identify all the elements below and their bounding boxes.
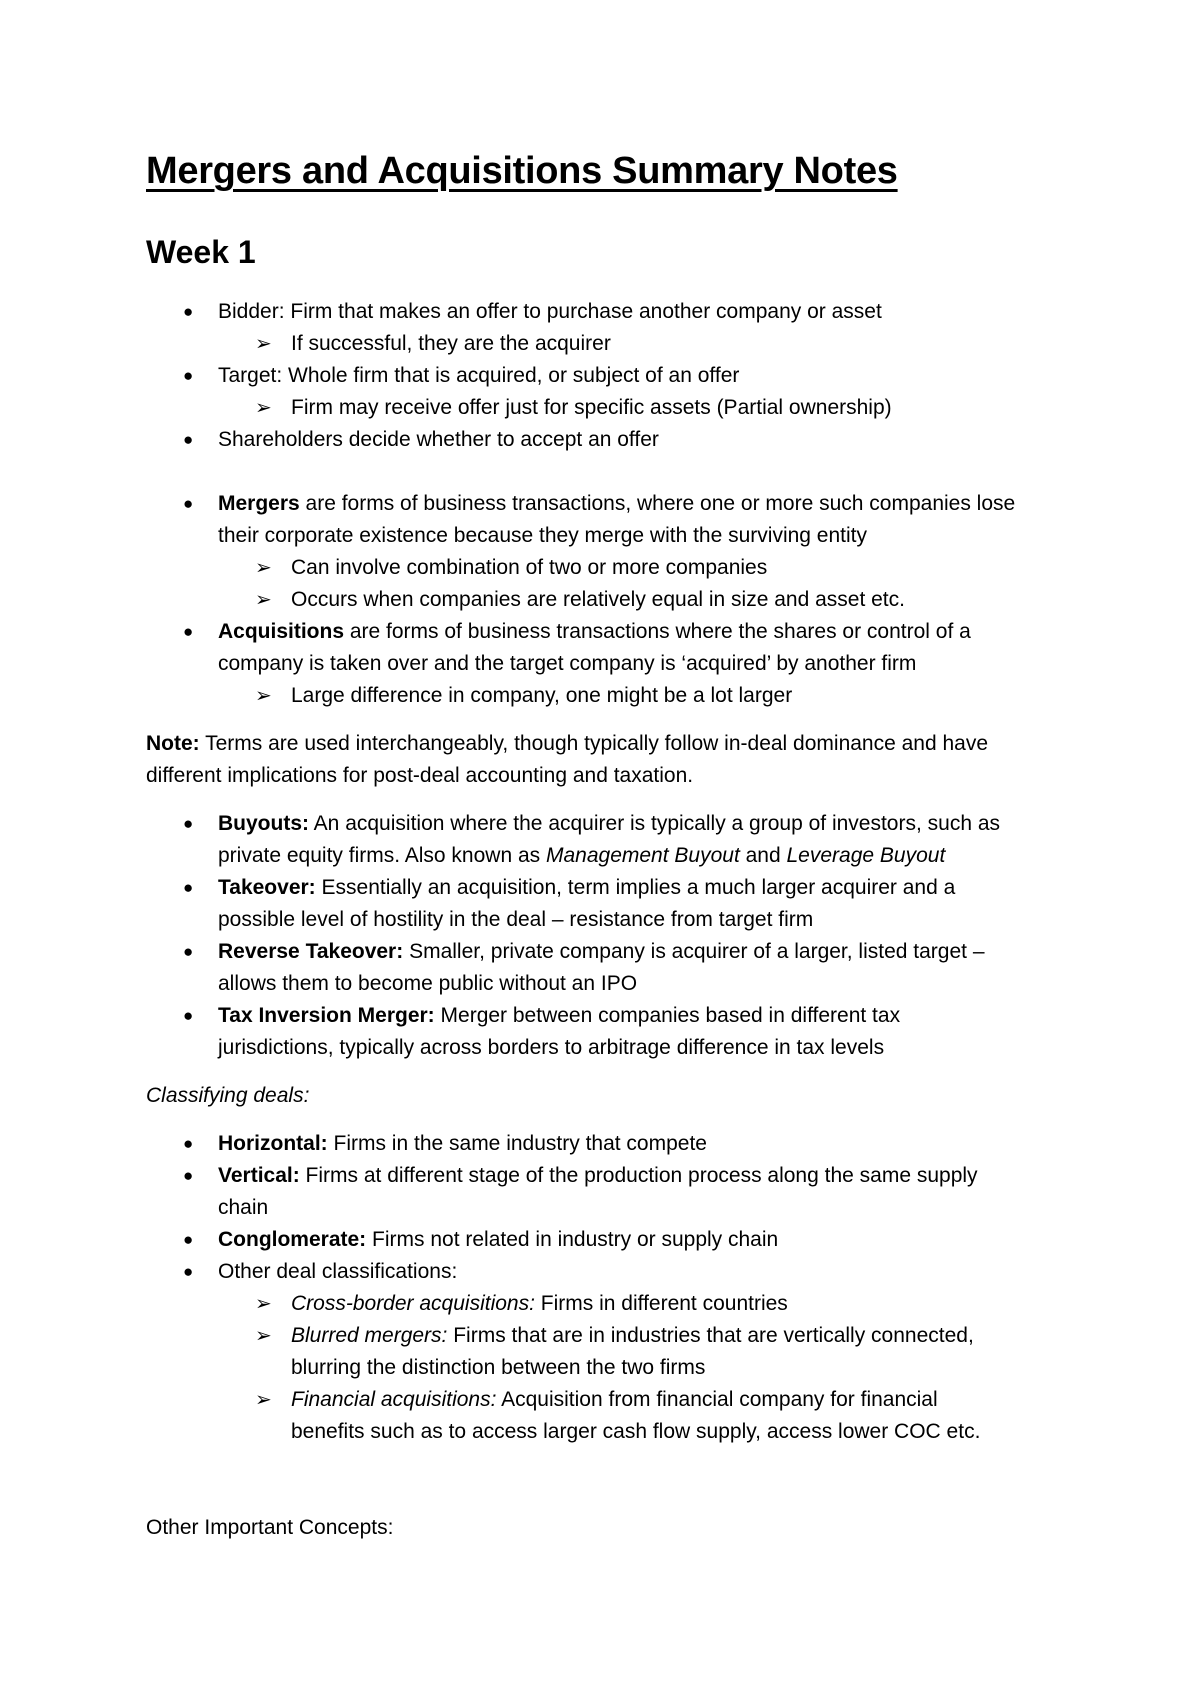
bullet-icon: ● [183,814,194,833]
term-acquisitions: Acquisitions [218,620,345,643]
text: Terms are used interchangeably, though typically follow in-deal dominance and have [199,732,989,755]
text: Acquisition from financial company for financial [496,1388,938,1411]
list-item-takeover-cont: possible level of hostility in the deal – resistance from target firm [218,908,814,931]
list-item-buyouts [218,808,1000,840]
bullet-icon: ● [183,494,194,513]
text: private equity firms. Also known as [218,844,546,867]
list-item-vertical [218,1160,978,1192]
list-item-reverse-takeover-cont: allows them to become public without an IPO [218,972,638,995]
term-cross-border: Cross-border acquisitions: [291,1292,535,1315]
subheading-classifying-deals [146,1080,309,1112]
bullet-icon: ● [183,302,194,321]
term-tax-inversion: Tax Inversion Merger: [218,1004,435,1027]
bullet-icon: ● [183,1166,194,1185]
list-item-reverse-takeover [218,936,985,968]
note-paragraph-cont: different implications for post-deal accounting and taxation. [146,764,694,787]
sub-item-partial-ownership: Firm may receive offer just for specific assets (Partial ownership) [291,396,892,419]
bullet-icon: ● [183,366,194,385]
sub-item-combination: Can involve combination of two or more companies [291,556,768,579]
text: Firms in the same industry that compete [327,1132,707,1155]
term-takeover: Takeover: [218,876,316,899]
text: Firms not related in industry or supply chain [366,1228,779,1251]
term-mergers: Mergers [218,492,300,515]
sub-item-cross-border [291,1288,788,1320]
list-item-buyouts-cont [218,840,945,872]
text: Smaller, private company is acquirer of a larger, listed target – [403,940,985,963]
arrow-bullet-icon: ➢ [255,1325,272,1347]
sub-item-equal-size: Occurs when companies are relatively equal in size and asset etc. [291,588,905,611]
list-item-horizontal [218,1128,707,1160]
term-reverse-takeover: Reverse Takeover: [218,940,404,963]
sub-item-financial-acquisitions-cont: benefits such as to access larger cash flow supply, access lower COC etc. [291,1420,981,1443]
text: Merger between companies based in different tax [434,1004,901,1027]
text: are forms of business transactions, where one or more such companies lose [299,492,1016,515]
sub-item-acquirer: If successful, they are the acquirer [291,332,611,355]
list-item-conglomerate [218,1224,778,1256]
term-horizontal: Horizontal: [218,1132,328,1155]
text: Firms in different countries [534,1292,788,1315]
list-item-mergers-cont: their corporate existence because they merge with the surviving entity [218,524,868,547]
term-conglomerate: Conglomerate: [218,1228,367,1251]
bullet-icon: ● [183,1262,194,1281]
arrow-bullet-icon: ➢ [255,685,272,707]
sub-item-blurred-mergers-cont: blurring the distinction between the two firms [291,1356,706,1379]
list-item-takeover [218,872,955,904]
term-leverage-buyout: Leverage Buyout [786,844,946,867]
term-management-buyout: Management Buyout [545,844,740,867]
text: An acquisition where the acquirer is typically a group of investors, such as [309,812,1001,835]
sub-item-large-difference: Large difference in company, one might be a lot larger [291,684,793,707]
bullet-icon: ● [183,878,194,897]
list-item-vertical-cont: chain [218,1196,269,1219]
arrow-bullet-icon: ➢ [255,557,272,579]
text: Classifying deals: [146,1084,310,1107]
list-item-tax-inversion-cont: jurisdictions, typically across borders to arbitrage difference in tax levels [218,1036,885,1059]
arrow-bullet-icon: ➢ [255,589,272,611]
bullet-icon: ● [183,1006,194,1025]
arrow-bullet-icon: ➢ [255,1293,272,1315]
sub-item-blurred-mergers [291,1320,974,1352]
note-paragraph [146,728,988,760]
list-item-acquisitions-cont: company is taken over and the target company is ‘acquired’ by another firm [218,652,917,675]
term-buyouts: Buyouts: [218,812,309,835]
subheading-other-concepts: Other Important Concepts: [146,1516,394,1539]
term-vertical: Vertical: [218,1164,300,1187]
note-label: Note: [146,732,200,755]
bullet-icon: ● [183,622,194,641]
text: Firms at different stage of the production process along the same supply [299,1164,978,1187]
section-heading-week-1: Week 1 [146,234,256,270]
sub-item-financial-acquisitions [291,1384,938,1416]
list-item-tax-inversion [218,1000,900,1032]
bullet-icon: ● [183,942,194,961]
list-item-mergers [218,488,1015,520]
list-item-bidder: Bidder: Firm that makes an offer to purchase another company or asset [218,300,882,323]
list-item-shareholders: Shareholders decide whether to accept an offer [218,428,659,451]
document-title: Mergers and Acquisitions Summary Notes [146,150,898,192]
arrow-bullet-icon: ➢ [255,1389,272,1411]
term-financial-acquisitions: Financial acquisitions: [291,1388,497,1411]
bullet-icon: ● [183,1134,194,1153]
arrow-bullet-icon: ➢ [255,333,272,355]
text: Essentially an acquisition, term implies a much larger acquirer and a [315,876,956,899]
list-item-target: Target: Whole firm that is acquired, or subject of an offer [218,364,740,387]
text: are forms of business transactions where the shares or control of a [344,620,971,643]
text: Firms that are in industries that are vertically connected, [447,1324,974,1347]
list-item-acquisitions [218,616,971,648]
arrow-bullet-icon: ➢ [255,397,272,419]
bullet-icon: ● [183,1230,194,1249]
bullet-icon: ● [183,430,194,449]
text: and [739,844,787,867]
term-blurred-mergers: Blurred mergers: [291,1324,448,1347]
list-item-other-classifications: Other deal classifications: [218,1260,458,1283]
